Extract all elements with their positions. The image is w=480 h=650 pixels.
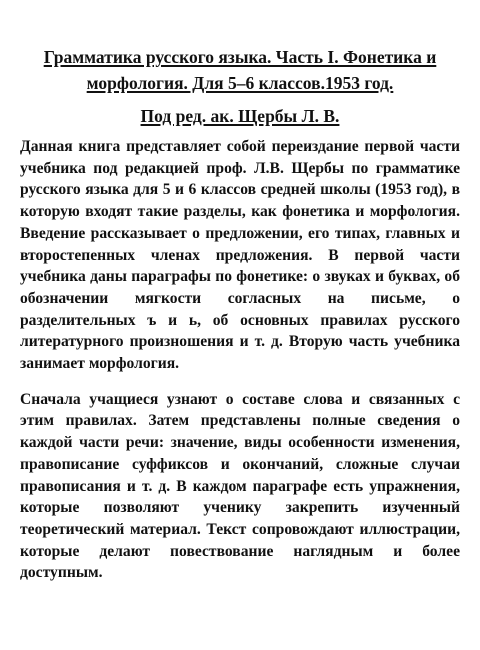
- paragraph-2: Сначала учащиеся узнают о составе слова и связанных с этим правилах. Затем представлены полные сведения о каждой части речи: значение, виды особенности изменения, правописание суффиксов и окончаний, сложные случаи правописания и т. д. В каждом параграфе есть упражнения, которые позволяют ученику закрепить изученный теоретический материал. Текст сопровождают иллюстрации, которые делают повествование наглядным и более доступным.: [20, 390, 460, 582]
- document-title: Грамматика русского языка. Часть I. Фонетика и морфология. Для 5–6 классов.1953 год.: [43, 47, 437, 93]
- document-subtitle: Под ред. ак. Щербы Л. В.: [140, 106, 340, 126]
- paragraph-1: Данная книга представляет собой переиздание первой части учебника под редакцией проф. Л.В. Щербы по грамматике русского языка для 5 и 6 классов средней школы (1953 год), в которую входят такие разделы, как фонетика и морфология. Введение рассказывает о предложении, его типах, главных и второстепенных членах предложения. В первой части учебника даны параграфы по фонетике: о звуках и буквах, об обозначении мягкости согласных на письме, о разделительных ъ и ь, об основных правилах русского литературного произношения и т. д. Вторую часть учебника занимает морфология.: [20, 138, 460, 373]
- document-body: [20, 136, 460, 584]
